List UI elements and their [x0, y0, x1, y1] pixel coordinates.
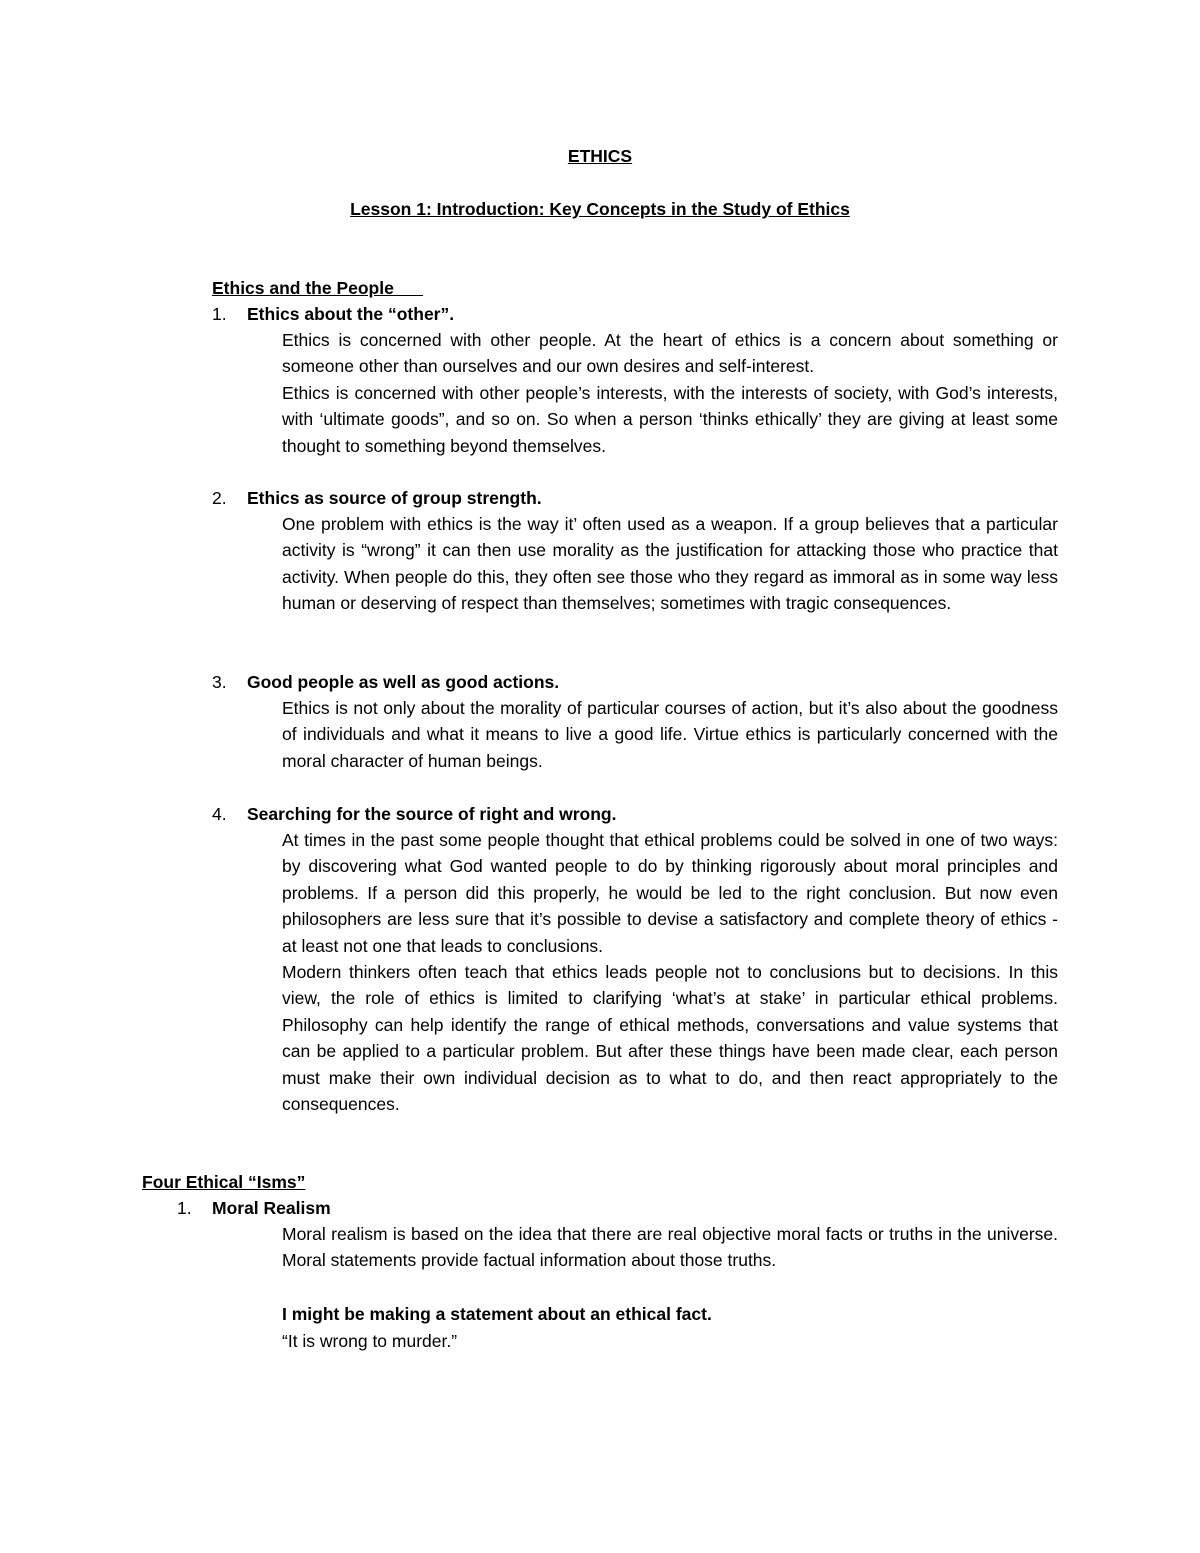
paragraph: Ethics is concerned with other people’s interests, with the interests of society, with God’s interests, with ‘ultimate goods”, and so on. So when a person ‘thinks ethically’ they are giving at least some thought to something beyond themselves.	[282, 383, 1058, 456]
example-quote: “It is wrong to murder.”	[282, 1331, 458, 1351]
item-heading-source-of-right-and-wrong: Searching for the source of right and wrong.	[247, 804, 617, 824]
section-heading-ethics-and-the-people: Ethics and the People	[212, 278, 424, 298]
item-heading-ethics-about-other: Ethics about the “other”.	[247, 304, 455, 324]
paragraph: One problem with ethics is the way it’ often used as a weapon. If a group believes that a particular activity is “wrong” it can then use morality as the justification for attacking those who practice that activity. When people do this, they often see those who they regard as immoral as in some way less human or deserving of respect than themselves; sometimes with tragic consequences.	[282, 514, 1058, 614]
item-number: 1.	[212, 304, 227, 324]
item-number: 3.	[212, 672, 227, 692]
paragraph: At times in the past some people thought that ethical problems could be solved in one of two ways: by discovering what God wanted people to do by thinking rigorously about moral principles and problems. If a person did this properly, he would be led to the right conclusion. But now even philosophers are less sure that it’s possible to devise a satisfactory and complete theory of ethics - at least not one that leads to conclusions.	[282, 830, 1058, 956]
item-heading-group-strength: Ethics as source of group strength.	[247, 488, 542, 508]
document-title: ETHICS	[567, 146, 633, 166]
paragraph: Ethics is concerned with other people. At the heart of ethics is a concern about something or someone other than ourselves and our own desires and self-interest.	[282, 330, 1058, 377]
item-heading-moral-realism: Moral Realism	[212, 1198, 331, 1218]
lesson-title: Lesson 1: Introduction: Key Concepts in the Study of Ethics	[350, 199, 850, 219]
item-number: 2.	[212, 488, 227, 508]
paragraph: Ethics is not only about the morality of particular courses of action, but it’s also about the goodness of individuals and what it means to live a good life. Virtue ethics is particularly concerned with the moral character of human beings.	[282, 698, 1058, 771]
item-number: 1.	[177, 1198, 192, 1218]
item-number: 4.	[212, 804, 227, 824]
section-heading-four-ethical-isms: Four Ethical “Isms”	[142, 1172, 306, 1192]
paragraph: Modern thinkers often teach that ethics leads people not to conclusions but to decisions. In this view, the role of ethics is limited to clarifying ‘what’s at stake’ in particular ethical problems. Philosophy can help identify the range of ethical methods, conversations and value systems that can be applied to a particular problem. But after these things have been made clear, each person must make their own individual decision as to what to do, and then react appropriately to the consequences.	[282, 962, 1058, 1115]
paragraph: Moral realism is based on the idea that there are real objective moral facts or truths in the universe. Moral statements provide factual information about those truths.	[282, 1224, 1058, 1271]
item-heading-good-people: Good people as well as good actions.	[247, 672, 560, 692]
example-heading: I might be making a statement about an ethical fact.	[282, 1304, 712, 1324]
